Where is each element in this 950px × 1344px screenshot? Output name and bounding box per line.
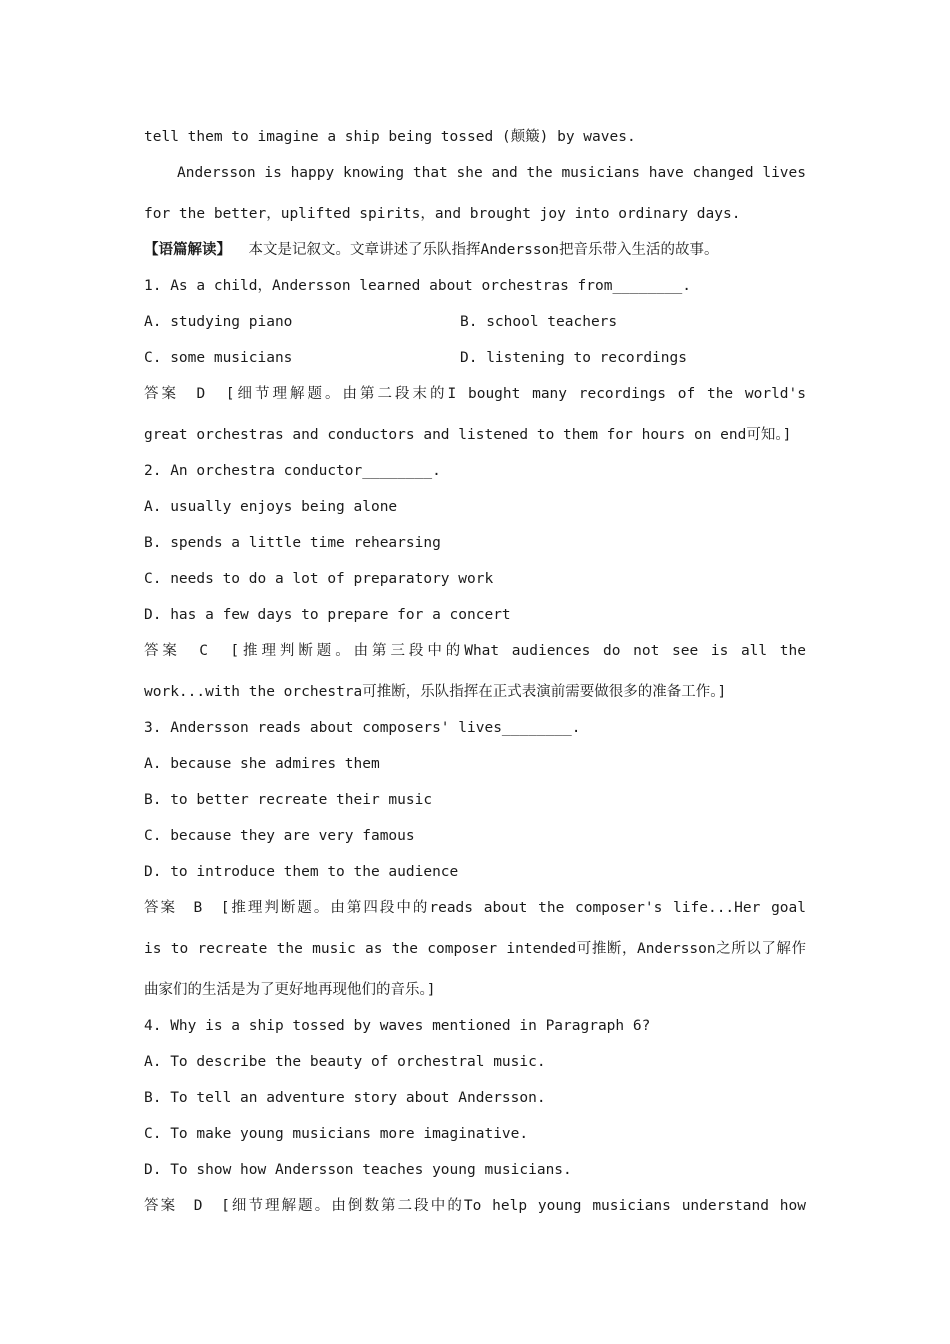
passage-line: tell them to imagine a ship being tossed (颠簸) by waves. xyxy=(144,129,636,145)
option-c: C. needs to do a lot of preparatory work xyxy=(144,571,494,587)
passage-line: Andersson is happy knowing that she and the musicians have changed lives xyxy=(177,165,806,181)
answer-line: 曲家们的生活是为了更好地再现他们的音乐。] xyxy=(144,982,436,998)
answer-line: great orchestras and conductors and listened to them for hours on end可知。] xyxy=(144,427,792,443)
option-b: B. To tell an adventure story about Andersson. xyxy=(144,1090,546,1106)
question-stem: 2. An orchestra conductor________. xyxy=(144,463,441,479)
question-stem: 4. Why is a ship tossed by waves mentioned in Paragraph 6? xyxy=(144,1018,651,1034)
answer-line: 答案 C [推理判断题。由第三段中的What audiences do not see is all the xyxy=(144,643,806,659)
option-b: B. school teachers xyxy=(460,314,618,330)
passage-line: for the better，uplifted spirits，and brought joy into ordinary days. xyxy=(144,206,741,222)
question-stem: 1. As a child，Andersson learned about orchestras from________. xyxy=(144,278,692,294)
interpretation-label: 【语篇解读】 xyxy=(144,242,231,258)
option-a: A. studying piano xyxy=(144,314,293,330)
answer-line: is to recreate the music as the composer intended可推断，Andersson之所以了解作 xyxy=(144,941,806,957)
option-b: B. spends a little time rehearsing xyxy=(144,535,441,551)
option-c: C. To make young musicians more imaginative. xyxy=(144,1126,529,1142)
answer-line: 答案 D [细节理解题。由第二段末的I bought many recordings of the world's xyxy=(144,386,806,402)
answer-line: work...with the orchestra可推断，乐队指挥在正式表演前需要做很多的准备工作。] xyxy=(144,684,727,700)
option-c: C. because they are very famous xyxy=(144,828,415,844)
option-d: D. listening to recordings xyxy=(460,350,687,366)
interpretation-text: 本文是记叙文。文章讲述了乐队指挥Andersson把音乐带入生活的故事。 xyxy=(248,242,719,258)
answer-line: 答案 B [推理判断题。由第四段中的reads about the composer's life...Her goal xyxy=(144,900,806,916)
option-a: A. because she admires them xyxy=(144,756,380,772)
option-d: D. to introduce them to the audience xyxy=(144,864,459,880)
question-stem: 3. Andersson reads about composers' lives________. xyxy=(144,720,581,736)
answer-line: 答案 D [细节理解题。由倒数第二段中的To help young musicians understand how xyxy=(144,1198,806,1214)
interpretation xyxy=(144,240,806,260)
option-d: D. has a few days to prepare for a concert xyxy=(144,607,511,623)
option-b: B. to better recreate their music xyxy=(144,792,433,808)
option-c: C. some musicians xyxy=(144,350,293,366)
option-a: A. usually enjoys being alone xyxy=(144,499,398,515)
option-d: D. To show how Andersson teaches young musicians. xyxy=(144,1162,572,1178)
option-a: A. To describe the beauty of orchestral music. xyxy=(144,1054,546,1070)
